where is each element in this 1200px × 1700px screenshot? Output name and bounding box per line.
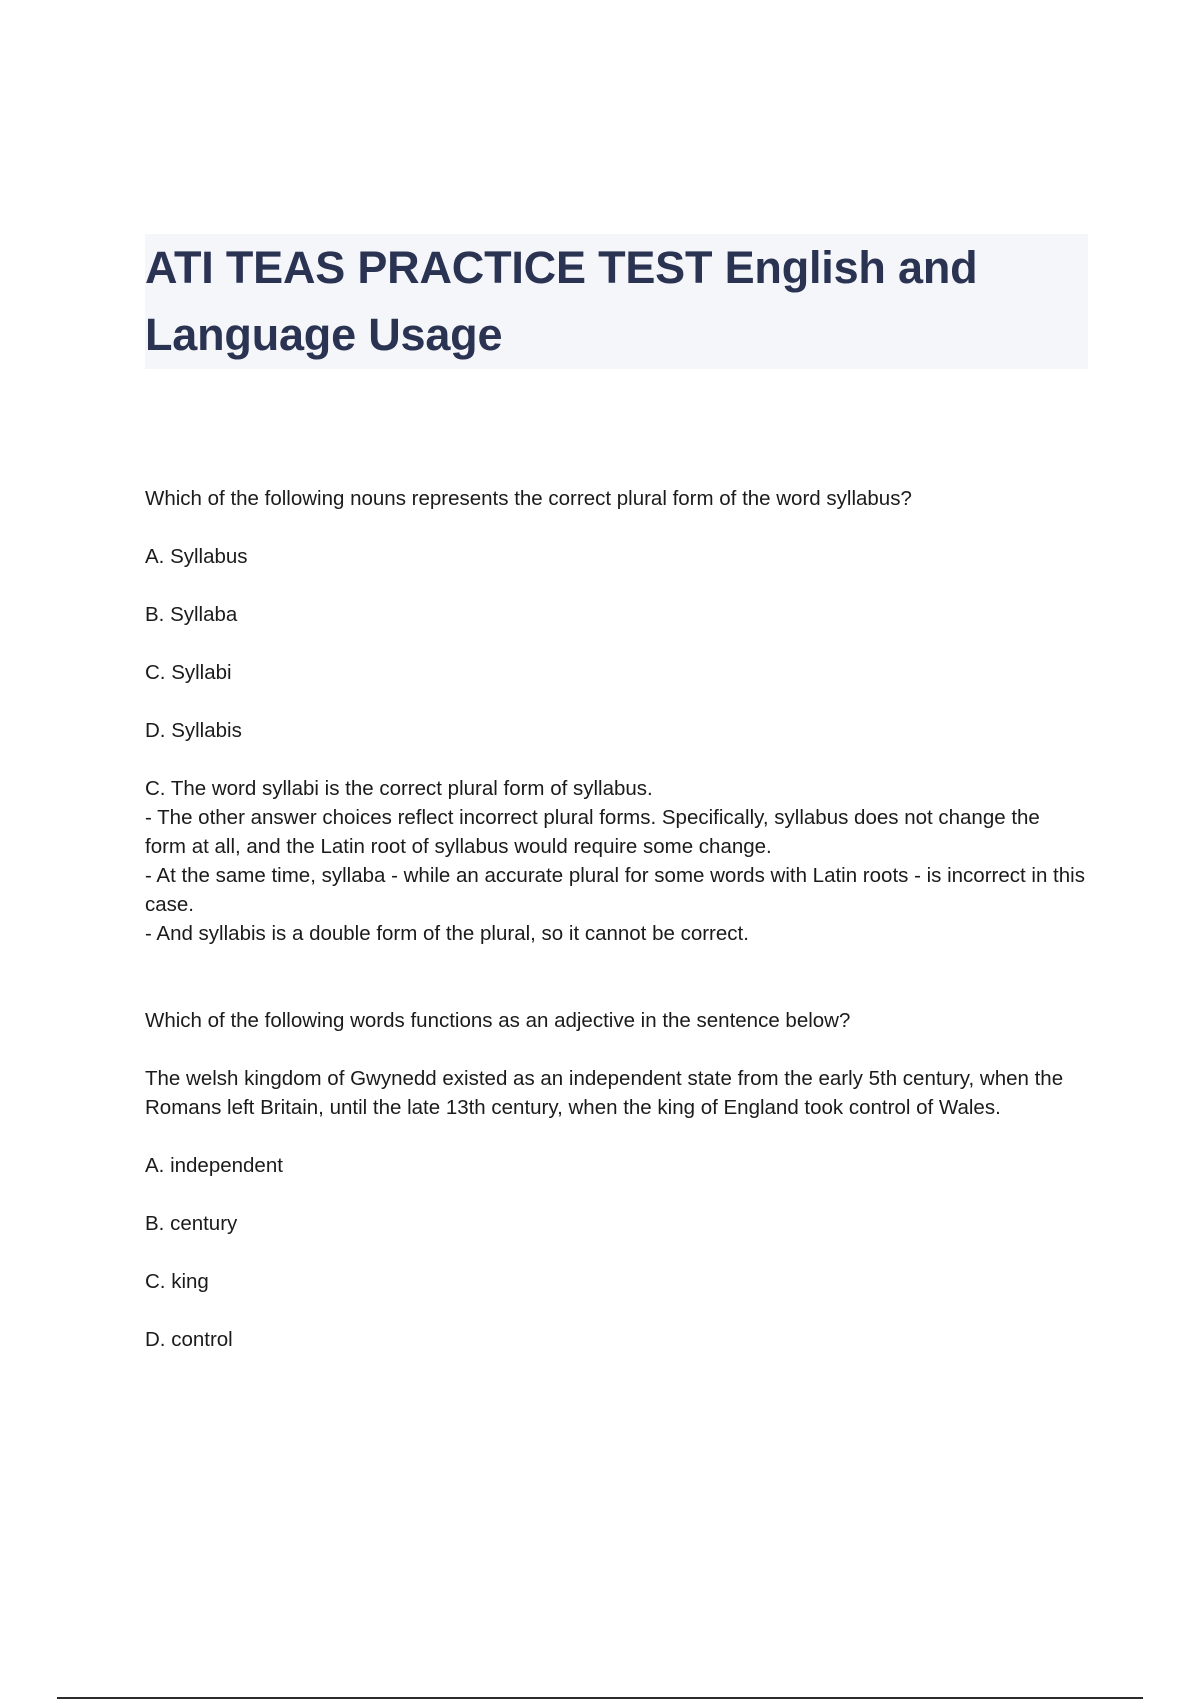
answer-explanation [145, 774, 1085, 948]
answer-option: A. Syllabus [145, 545, 248, 568]
answer-option: C. king [145, 1270, 209, 1293]
question-block-2 [145, 1006, 1085, 1354]
explanation-line: - And syllabis is a double form of the plural, so it cannot be correct. [145, 922, 749, 945]
explanation-line: - At the same time, syllaba - while an accurate plural for some words with Latin roots - is incorrect in this case. [145, 864, 1085, 916]
explanation-line: C. The word syllabi is the correct plural form of syllabus. [145, 777, 653, 800]
question-block-1 [145, 484, 1085, 948]
question-prompt: Which of the following nouns represents the correct plural form of the word syllabus? [145, 487, 912, 510]
answer-option: B. century [145, 1212, 238, 1235]
answer-option: D. control [145, 1328, 233, 1351]
document-body [145, 484, 1085, 1354]
question-passage: The welsh kingdom of Gwynedd existed as an independent state from the early 5th century, when the Romans left Britain, until the late 13th century, when the king of England took control of Wales. [145, 1067, 1064, 1119]
answer-option: C. Syllabi [145, 661, 232, 684]
answer-option: B. Syllaba [145, 603, 238, 626]
explanation-line: - The other answer choices reflect incorrect plural forms. Specifically, syllabus does not change the form at all, and the Latin root of syllabus would require some change. [145, 806, 1040, 858]
page-title: ATI TEAS PRACTICE TEST English and Language Usage [145, 242, 978, 360]
question-prompt: Which of the following words functions as an adjective in the sentence below? [145, 1009, 851, 1032]
answer-option: D. Syllabis [145, 719, 242, 742]
page-divider [57, 1697, 1143, 1699]
title-banner [145, 234, 1088, 369]
answer-option: A. independent [145, 1154, 283, 1177]
